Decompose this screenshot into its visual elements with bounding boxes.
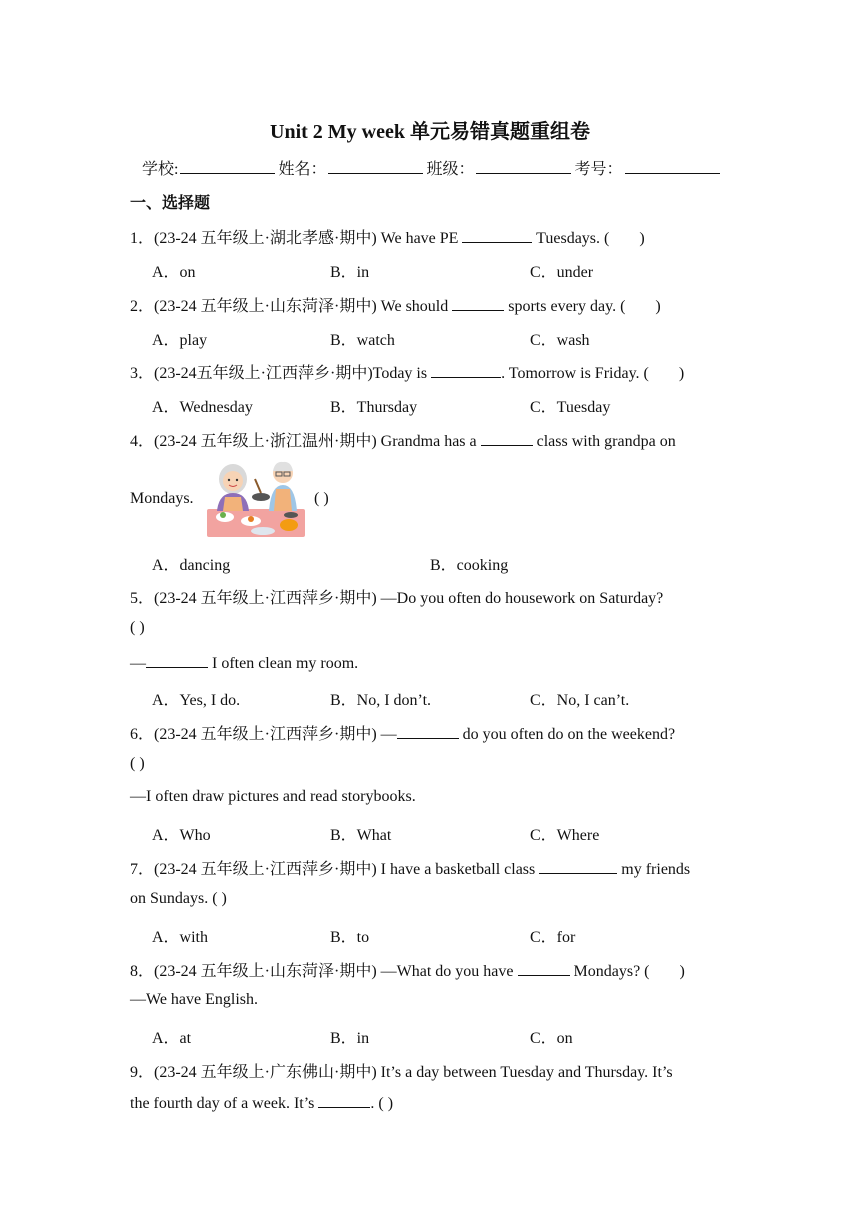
question-7 — [130, 856, 690, 879]
option-b[interactable]: B．in — [330, 264, 370, 281]
question-text: We have PE — [380, 230, 463, 247]
option-a[interactable]: A．with — [152, 929, 209, 946]
answer-paren[interactable]: ( ) — [314, 490, 329, 507]
question-9 — [130, 1059, 673, 1082]
answer-blank[interactable] — [452, 296, 504, 311]
option-a[interactable]: A．Wednesday — [152, 399, 253, 416]
number-label: 考号： — [574, 161, 623, 178]
question-text: sports every day. ( — [504, 298, 626, 315]
question-source: 9．(23-24 五年级上·广东佛山·期中) — [130, 1064, 381, 1081]
question-text: . ( ) — [370, 1095, 394, 1112]
class-label: 班级： — [426, 161, 475, 178]
option-c[interactable]: C．Tuesday — [530, 399, 611, 416]
question-text: ) — [655, 298, 661, 315]
option-b[interactable]: B．Thursday — [330, 399, 418, 416]
question-text: class with grandpa on — [532, 433, 676, 450]
answer-paren[interactable]: ( ) — [130, 755, 145, 772]
option-c[interactable]: C．Where — [530, 827, 600, 844]
option-a[interactable]: A．Yes, I do. — [152, 692, 241, 709]
option-b[interactable]: B．in — [330, 1030, 370, 1047]
answer-blank[interactable] — [318, 1093, 370, 1108]
question-text: my friends — [617, 861, 691, 878]
option-a[interactable]: A．dancing — [152, 557, 231, 574]
question-source: 8．(23-24 五年级上·山东菏泽·期中) — [130, 963, 381, 980]
question-text: ) — [639, 230, 645, 247]
question-3 — [130, 360, 684, 383]
question-text: —What do you have — [380, 963, 518, 980]
question-4-line-2: Mondays. — [130, 490, 194, 507]
question-2 — [130, 293, 661, 316]
student-info-line — [142, 156, 723, 179]
question-text: ) — [678, 365, 685, 382]
page-title: Unit 2 My week 单元易错真题重组卷 — [270, 121, 590, 143]
question-4 — [130, 428, 676, 451]
option-a[interactable]: A．at — [152, 1030, 192, 1047]
answer-blank[interactable] — [146, 653, 208, 668]
name-blank[interactable] — [328, 158, 423, 174]
question-8-line-2: —We have English. — [130, 991, 259, 1008]
answer-blank[interactable] — [462, 228, 532, 243]
question-6-line-3: —I often draw pictures and read storybooks. — [130, 788, 416, 805]
school-label: 学校: — [142, 161, 179, 178]
question-9-line-2 — [130, 1093, 393, 1113]
question-source: 6．(23-24 五年级上·江西萍乡·期中) — [130, 726, 381, 743]
question-text: —Do you often do housework on Saturday? — [380, 590, 664, 607]
question-7-line-2: on Sundays. ( ) — [130, 890, 227, 907]
answer-blank[interactable] — [518, 961, 570, 976]
option-c[interactable]: C．No, I can’t. — [530, 692, 630, 709]
question-text: . Tomorrow is Friday. ( — [501, 365, 649, 382]
option-c[interactable]: C．for — [530, 929, 576, 946]
answer-blank[interactable] — [431, 363, 501, 378]
school-blank[interactable] — [180, 158, 275, 174]
question-text: Grandma has a — [380, 433, 481, 450]
question-text: — — [130, 655, 146, 672]
option-b[interactable]: B．cooking — [430, 557, 509, 574]
number-blank[interactable] — [625, 158, 720, 174]
option-a[interactable]: A．play — [152, 332, 208, 349]
class-blank[interactable] — [476, 158, 571, 174]
option-b[interactable]: B．to — [330, 929, 370, 946]
question-text: I often clean my room. — [208, 655, 359, 672]
question-source: 3．(23-24五年级上·江西萍乡·期中) — [130, 365, 373, 382]
answer-blank[interactable] — [397, 724, 459, 739]
name-label: 姓名： — [278, 161, 327, 178]
question-source: 2．(23-24 五年级上·山东菏泽·期中) — [130, 298, 381, 315]
answer-blank[interactable] — [481, 431, 533, 446]
option-b[interactable]: B．What — [330, 827, 392, 844]
question-text: ) — [679, 963, 685, 980]
question-text: Tuesdays. ( — [532, 230, 610, 247]
question-1 — [130, 225, 645, 248]
option-b[interactable]: B．No, I don’t. — [330, 692, 432, 709]
question-text: Mondays? ( — [569, 963, 650, 980]
question-source: 5．(23-24 五年级上·江西萍乡·期中) — [130, 590, 381, 607]
grandparents-cooking-illustration — [205, 457, 307, 539]
question-5-line-3 — [130, 653, 358, 673]
question-text: Today is — [372, 365, 432, 382]
question-text: the fourth day of a week. It’s — [130, 1095, 319, 1112]
option-c[interactable]: C．wash — [530, 332, 590, 349]
option-a[interactable]: A．Who — [152, 827, 211, 844]
section-heading: 一、选择题 — [130, 195, 211, 212]
question-text: I have a basketball class — [380, 861, 540, 878]
option-c[interactable]: C．on — [530, 1030, 573, 1047]
question-5 — [130, 585, 663, 608]
option-b[interactable]: B．watch — [330, 332, 395, 349]
question-8 — [130, 958, 685, 981]
question-source: 4．(23-24 五年级上·浙江温州·期中) — [130, 433, 381, 450]
question-text: — — [380, 726, 397, 743]
question-source: 1．(23-24 五年级上·湖北孝感·期中) — [130, 230, 381, 247]
question-6 — [130, 721, 675, 744]
answer-blank[interactable] — [539, 859, 617, 874]
option-c[interactable]: C．under — [530, 264, 594, 281]
question-text: It’s a day between Tuesday and Thursday. It’s — [380, 1064, 673, 1081]
option-a[interactable]: A．on — [152, 264, 196, 281]
question-source: 7．(23-24 五年级上·江西萍乡·期中) — [130, 861, 381, 878]
question-text: We should — [380, 298, 453, 315]
answer-paren[interactable]: ( ) — [130, 619, 145, 636]
question-text: do you often do on the weekend? — [458, 726, 676, 743]
